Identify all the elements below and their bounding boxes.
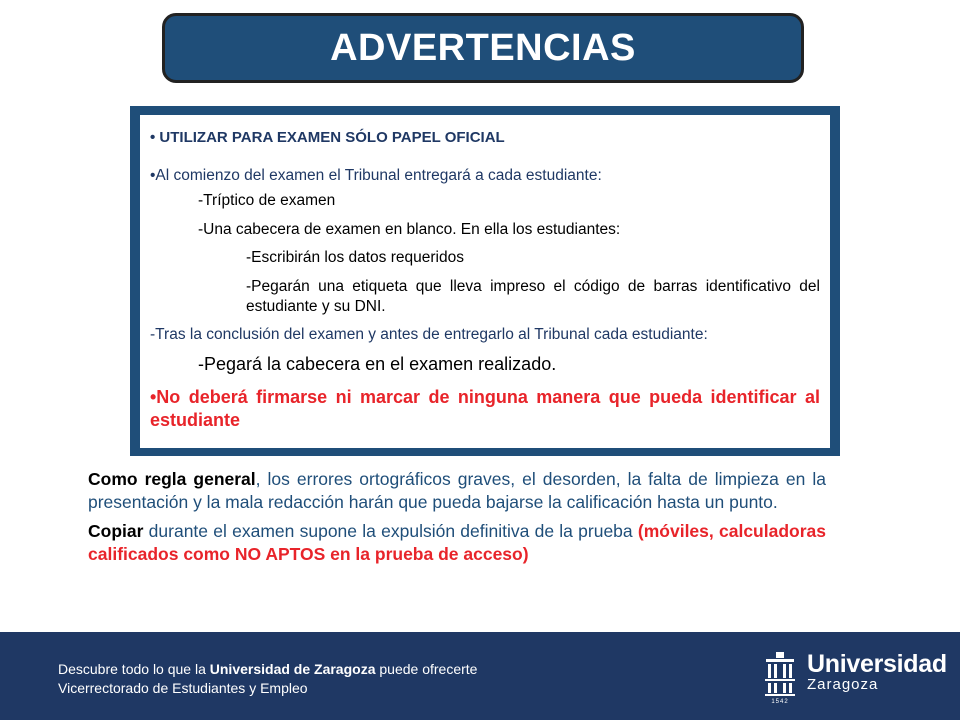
notice-line-end: -Tras la conclusión del examen y antes de entregarlo al Tribunal cada estudiante: <box>150 326 708 343</box>
notice-line-official-paper: • UTILIZAR PARA EXAMEN SÓLO PAPEL OFICIAL <box>150 129 505 146</box>
rule-copy-bold: Copiar <box>88 521 144 542</box>
logo-word-zaragoza: Zaragoza <box>807 676 879 693</box>
notice-sub-datos: -Escribirán los datos requeridos <box>246 248 464 266</box>
notice-item-pegar: -Pegará la cabecera en el examen realizado. <box>198 354 557 375</box>
rule-general <box>88 468 826 514</box>
footer-line-2: Vicerrectorado de Estudiantes y Empleo <box>58 679 308 696</box>
rule-general-text: , los errores ortográficos graves, el desorden, la falta de limpieza en la presentación y la mala redacción harán que pueda bajarse la calificación hasta un punto. <box>88 469 826 513</box>
notice-box <box>140 115 830 448</box>
logo-word-universidad: Universidad <box>807 650 947 678</box>
footer-university-link[interactable]: Universidad de Zaragoza <box>209 661 376 677</box>
university-building-icon <box>763 652 797 704</box>
general-rules <box>88 468 826 566</box>
logo-wordmark <box>807 652 947 694</box>
footer-line-1 <box>58 660 477 679</box>
university-logo <box>763 652 947 704</box>
footer-text <box>58 660 477 698</box>
logo-year: 1542 <box>771 699 789 704</box>
title-banner <box>162 13 804 83</box>
rule-copy-text: durante el examen supone la expulsión definitiva de la prueba <box>143 521 638 542</box>
rule-general-bold: Como regla general <box>88 469 256 489</box>
notice-item-cabecera: -Una cabecera de examen en blanco. En ella los estudiantes: <box>198 220 621 238</box>
footer-line-1-pre: Descubre todo lo que la <box>58 661 210 677</box>
page-title: ADVERTENCIAS <box>330 26 636 69</box>
notice-warning: •No deberá firmarse ni marcar de ninguna manera que pueda identificar al estudiante <box>150 386 820 431</box>
notice-sub-etiqueta: -Pegarán una etiqueta que lleva impreso el código de barras identificativo del estudiante y su DNI. <box>246 278 820 315</box>
rule-copy <box>88 520 826 566</box>
notice-line-start: •Al comienzo del examen el Tribunal entregará a cada estudiante: <box>150 166 602 184</box>
rule-copy-red: (móviles, calculadoras calificados como NO APTOS en la prueba de acceso) <box>88 521 826 565</box>
footer-line-1-post: puede ofrecerte <box>375 661 478 677</box>
notice-item-triptico: -Tríptico de examen <box>198 192 336 210</box>
